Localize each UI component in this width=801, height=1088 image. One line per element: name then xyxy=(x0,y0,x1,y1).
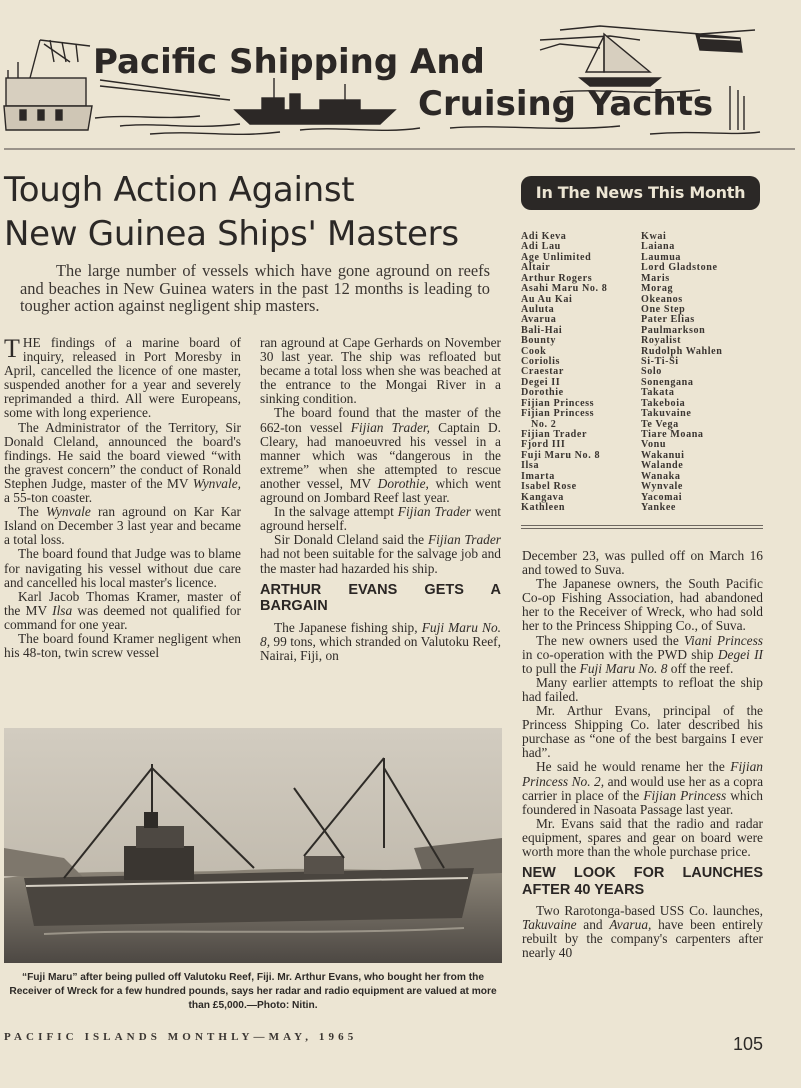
ship-list-item: Fjord III xyxy=(521,439,566,451)
paragraph-text: which foundered in Nasoata Passage last year. xyxy=(522,787,763,817)
ship-list-item: Morag xyxy=(641,283,674,295)
ship-list-item: Fijian Princess xyxy=(521,408,595,420)
paragraph-text: ran aground on Kar Kar Island on December 3 last year and became a total loss. xyxy=(4,504,241,548)
paragraph-text: He said he would rename her the xyxy=(536,759,731,775)
ship-list-item: Maris xyxy=(641,272,670,284)
paragraph xyxy=(4,421,241,506)
ship-list-item: Royalist xyxy=(641,335,682,347)
ship-list-item: Altair xyxy=(521,262,551,274)
paragraph xyxy=(522,704,763,760)
drop-cap: T xyxy=(4,334,20,363)
ship-list-item: Wynvale xyxy=(641,481,683,493)
paragraph-text: Two Rarotonga-based USS Co. launches, xyxy=(536,903,763,919)
ship-name: Fijian Princess xyxy=(643,787,727,803)
ship-list-item: Takeboia xyxy=(641,397,686,409)
ship-list-item: Asahi Maru No. 8 xyxy=(521,283,608,295)
ship-name: Fijian Princess No. 2, xyxy=(522,759,763,789)
ship-list-item: Walande xyxy=(641,460,684,472)
ship-list-item: Coriolis xyxy=(521,356,561,368)
paragraph-text: off the reef. xyxy=(667,660,734,676)
paragraph-text: and xyxy=(576,917,610,933)
ship-list-item: Takata xyxy=(641,387,675,399)
ship-list-right xyxy=(641,232,766,513)
paragraph xyxy=(260,621,501,663)
ship-list-item: Adi Keva xyxy=(521,231,567,242)
ship-name: Fijian Trader xyxy=(427,532,501,548)
ship-list-item: Isabel Rose xyxy=(521,481,577,493)
paragraph xyxy=(522,577,763,633)
paragraph xyxy=(522,760,763,816)
paragraph xyxy=(522,904,763,960)
ship-name: Avarua, xyxy=(609,917,652,933)
paragraph-text: Many earlier attempts to refloat the ship had failed. xyxy=(522,674,763,704)
paragraph xyxy=(522,817,763,859)
paragraph xyxy=(260,505,501,533)
paragraph xyxy=(4,547,241,589)
ship-list-item: Paulmarkson xyxy=(641,324,706,336)
ship-list-item: Takuvaine xyxy=(641,408,692,420)
ship-name: Ilsa xyxy=(52,602,73,618)
paragraph-text: in co-operation with the PWD ship xyxy=(522,646,718,662)
paragraph-text: Mr. Evans said that the radio and radar equipment, spares and gear on board were worth more than the whole purchase price. xyxy=(522,815,763,859)
ship-list-item: Cook xyxy=(521,345,547,357)
ship-list-item: Pater Elias xyxy=(641,314,695,326)
article-deck: The large number of vessels which have gone aground on reefs and beaches in New Guinea waters in the past 12 months is leading to tougher action against negligent ship masters. xyxy=(20,261,490,315)
paragraph-text: a 55-ton coaster. xyxy=(4,490,93,506)
section-masthead xyxy=(0,0,801,148)
headline-line2: New Guinea Ships' Masters xyxy=(4,214,459,254)
ship-list-item: Fijian Princess xyxy=(521,397,595,409)
article-column-1 xyxy=(4,336,241,660)
paragraph xyxy=(260,336,501,406)
ship-list-item: Fijian Trader xyxy=(521,429,588,441)
ship-list-item: Lord Gladstone xyxy=(641,262,718,274)
subheading: NEW LOOK FOR LAUNCHES AFTER 40 YEARS xyxy=(522,865,763,898)
article-column-3 xyxy=(522,549,763,960)
paragraph-text: The new owners used the xyxy=(536,632,684,648)
article-column-2 xyxy=(260,336,501,663)
paragraph-text: have been entirely rebuilt by the company's carpenters after nearly 40 xyxy=(522,917,763,961)
paragraph-text: went aground herself. xyxy=(260,504,501,534)
news-box-rule-bottom xyxy=(521,528,763,529)
ship-list-item: One Step xyxy=(641,303,686,315)
ship-list-item: Laumua xyxy=(641,251,682,263)
paragraph-text: Karl Jacob Thomas Kramer, master of the MV xyxy=(4,588,241,618)
paragraph-text: Captain D. Cleary, had manoeuvred his vessel in a manner which was “dangerous in the extreme” when she attempted to rescue another vessel, MV xyxy=(260,419,501,491)
ship-list-item: Bounty xyxy=(521,335,557,347)
ship-list-item: Kangava xyxy=(521,491,564,503)
ship-list-item: Okeanos xyxy=(641,293,683,305)
ship-list-item: Sonengana xyxy=(641,376,694,388)
paragraph-text: Sir Donald Cleland said the xyxy=(274,532,428,548)
photo-caption: “Fuji Maru” after being pulled off Valutoku Reef, Fiji. Mr. Arthur Evans, who bought her from the Receiver of Wreck for a few hundred pounds, says her radar and radio equipment are valued at more than £5,000.—Photo: Nitin. xyxy=(9,972,497,1011)
ship-list-item: Craestar xyxy=(521,366,564,378)
paragraph-text: The xyxy=(18,504,46,520)
ship-name: Viani Princess xyxy=(683,632,764,648)
ship-list-item: Si-Ti-Si xyxy=(641,356,679,368)
paragraph xyxy=(522,676,763,704)
ship-name: Fuji Maru No. 8 xyxy=(579,660,668,676)
ship-list-item: Wanaka xyxy=(641,470,681,482)
paragraph xyxy=(522,634,763,676)
ship-list-item: Solo xyxy=(641,366,662,378)
ship-list-item: Wakanui xyxy=(641,449,685,461)
footer-publication-line: PACIFIC ISLANDS MONTHLY—MAY, 1965 xyxy=(4,1031,358,1043)
paragraph-text: ran aground at Cape Gerhards on November 30 last year. The ship was refloated but became a total loss when she was beached at the entrance to the Mongai River in a sinking condition. xyxy=(260,335,501,407)
paragraph xyxy=(4,632,241,660)
ship-name: Dorothie, xyxy=(377,475,429,491)
ship-name: Fijian Trader xyxy=(397,504,471,520)
ship-name: Degei II xyxy=(717,646,763,662)
ship-list-item: Au Au Kai xyxy=(521,293,573,305)
paragraph-text: was deemed not qualified for command for one year. xyxy=(4,602,241,632)
ship-list-item: Auluta xyxy=(521,303,555,315)
ship-list-item: Ilsa xyxy=(521,460,540,472)
paragraph xyxy=(260,533,501,575)
ship-list-item: Adi Lau xyxy=(521,241,561,253)
ship-list-item: Tiare Moana xyxy=(641,429,704,441)
headline-line1: Tough Action Against xyxy=(4,170,355,210)
paragraph-text: The Administrator of the Territory, Sir Donald Cleland, announced the board's findings. He said the board viewed “with the gravest concern” the conduct of Ronald Stephen Judge, master of the MV xyxy=(4,419,241,491)
ship-list-item: Age Unlimited xyxy=(521,251,592,263)
ship-list-item: Rudolph Wahlen xyxy=(641,345,723,357)
subheading: ARTHUR EVANS GETS A BARGAIN xyxy=(260,581,501,615)
ship-list-item: Bali-Hai xyxy=(521,324,563,336)
ship-name: Wynvale xyxy=(45,504,91,520)
ship-list-item: Imarta xyxy=(521,470,555,482)
ship-list-item: No. 2 xyxy=(531,418,557,430)
paragraph-text: The board found that Judge was to blame for navigating his vessel without due care and cancelled his local master's licence. xyxy=(4,546,241,590)
ship-list-item: Laiana xyxy=(641,241,675,253)
ship-list-item: Fuji Maru No. 8 xyxy=(521,449,601,461)
masthead-divider xyxy=(4,148,795,150)
masthead-title-line2: Cruising Yachts xyxy=(418,84,714,124)
paragraph xyxy=(260,406,501,505)
paragraph-text: HE findings of a marine board of inquiry, released in Port Moresby in April, cancelled the licence of one master, suspended another for a year and severely reprimanded a third. All were Europeans, some with long experience. xyxy=(4,335,241,421)
ship-list-item: Kathleen xyxy=(521,501,566,513)
ship-list-item: Degei II xyxy=(521,376,561,388)
paragraph-text: 99 tons, which stranded on Valutoku Reef, Nairai, Fiji, on xyxy=(260,633,501,663)
paragraph xyxy=(4,336,241,421)
ship-name: Wynvale, xyxy=(192,475,241,491)
paragraph-text: The board found Kramer negligent when his 48-ton, twin screw vessel xyxy=(4,630,241,661)
fuji-maru-photo xyxy=(4,728,502,963)
paragraph-text: December 23, was pulled off on March 16 and towed to Suva. xyxy=(522,548,763,578)
ship-list-item: Te Vega xyxy=(641,418,679,430)
masthead-title-line1: Pacific Shipping And xyxy=(93,42,485,82)
article-headline xyxy=(4,168,509,256)
ship-list-item: Avarua xyxy=(521,314,557,326)
ship-list-item: Vonu xyxy=(641,439,667,451)
ship-list-item: Kwai xyxy=(641,231,667,242)
paragraph-text: Mr. Arthur Evans, principal of the Princess Shipping Co. later described his purchase as “one of the best bargains I ever had”. xyxy=(522,703,763,761)
paragraph-text: The Japanese owners, the South Pacific Co-op Fishing Association, had abandoned her to the Receiver of Wreck, who had sold her to the Princess Shipping Co., of Suva. xyxy=(522,576,763,634)
paragraph xyxy=(522,549,763,577)
paragraph-text: The board found that the master of the 662-ton vessel xyxy=(260,405,501,435)
ship-name: Takuvaine xyxy=(522,917,577,933)
page-number: 105 xyxy=(733,1034,764,1054)
paragraph-text: In the salvage attempt xyxy=(274,504,398,520)
paragraph-text: The Japanese fishing ship, xyxy=(274,619,422,635)
ship-photo xyxy=(4,728,502,963)
ship-list-item: Dorothie xyxy=(521,387,564,399)
ship-list-left xyxy=(521,232,639,513)
ship-list-item: Yacomai xyxy=(641,491,683,503)
news-box-title: In The News This Month xyxy=(521,176,760,210)
ship-name: Fuji Maru No. 8, xyxy=(260,619,501,649)
paragraph-text: and would use her as a copra carrier in place of the xyxy=(522,773,764,803)
ship-list-item: Arthur Rogers xyxy=(521,272,593,284)
paragraph xyxy=(4,505,241,547)
news-box-rule-top xyxy=(521,525,763,526)
ship-list-item: Yankee xyxy=(641,501,677,513)
ship-name: Fijian Trader, xyxy=(350,419,430,435)
paragraph-text: to pull the xyxy=(522,660,580,676)
paragraph-text: had not been suitable for the salvage job and the master had hazarded his ship. xyxy=(260,546,501,576)
paragraph xyxy=(4,590,241,632)
paragraph-text: which went aground on Jombard Reef last year. xyxy=(260,475,502,506)
